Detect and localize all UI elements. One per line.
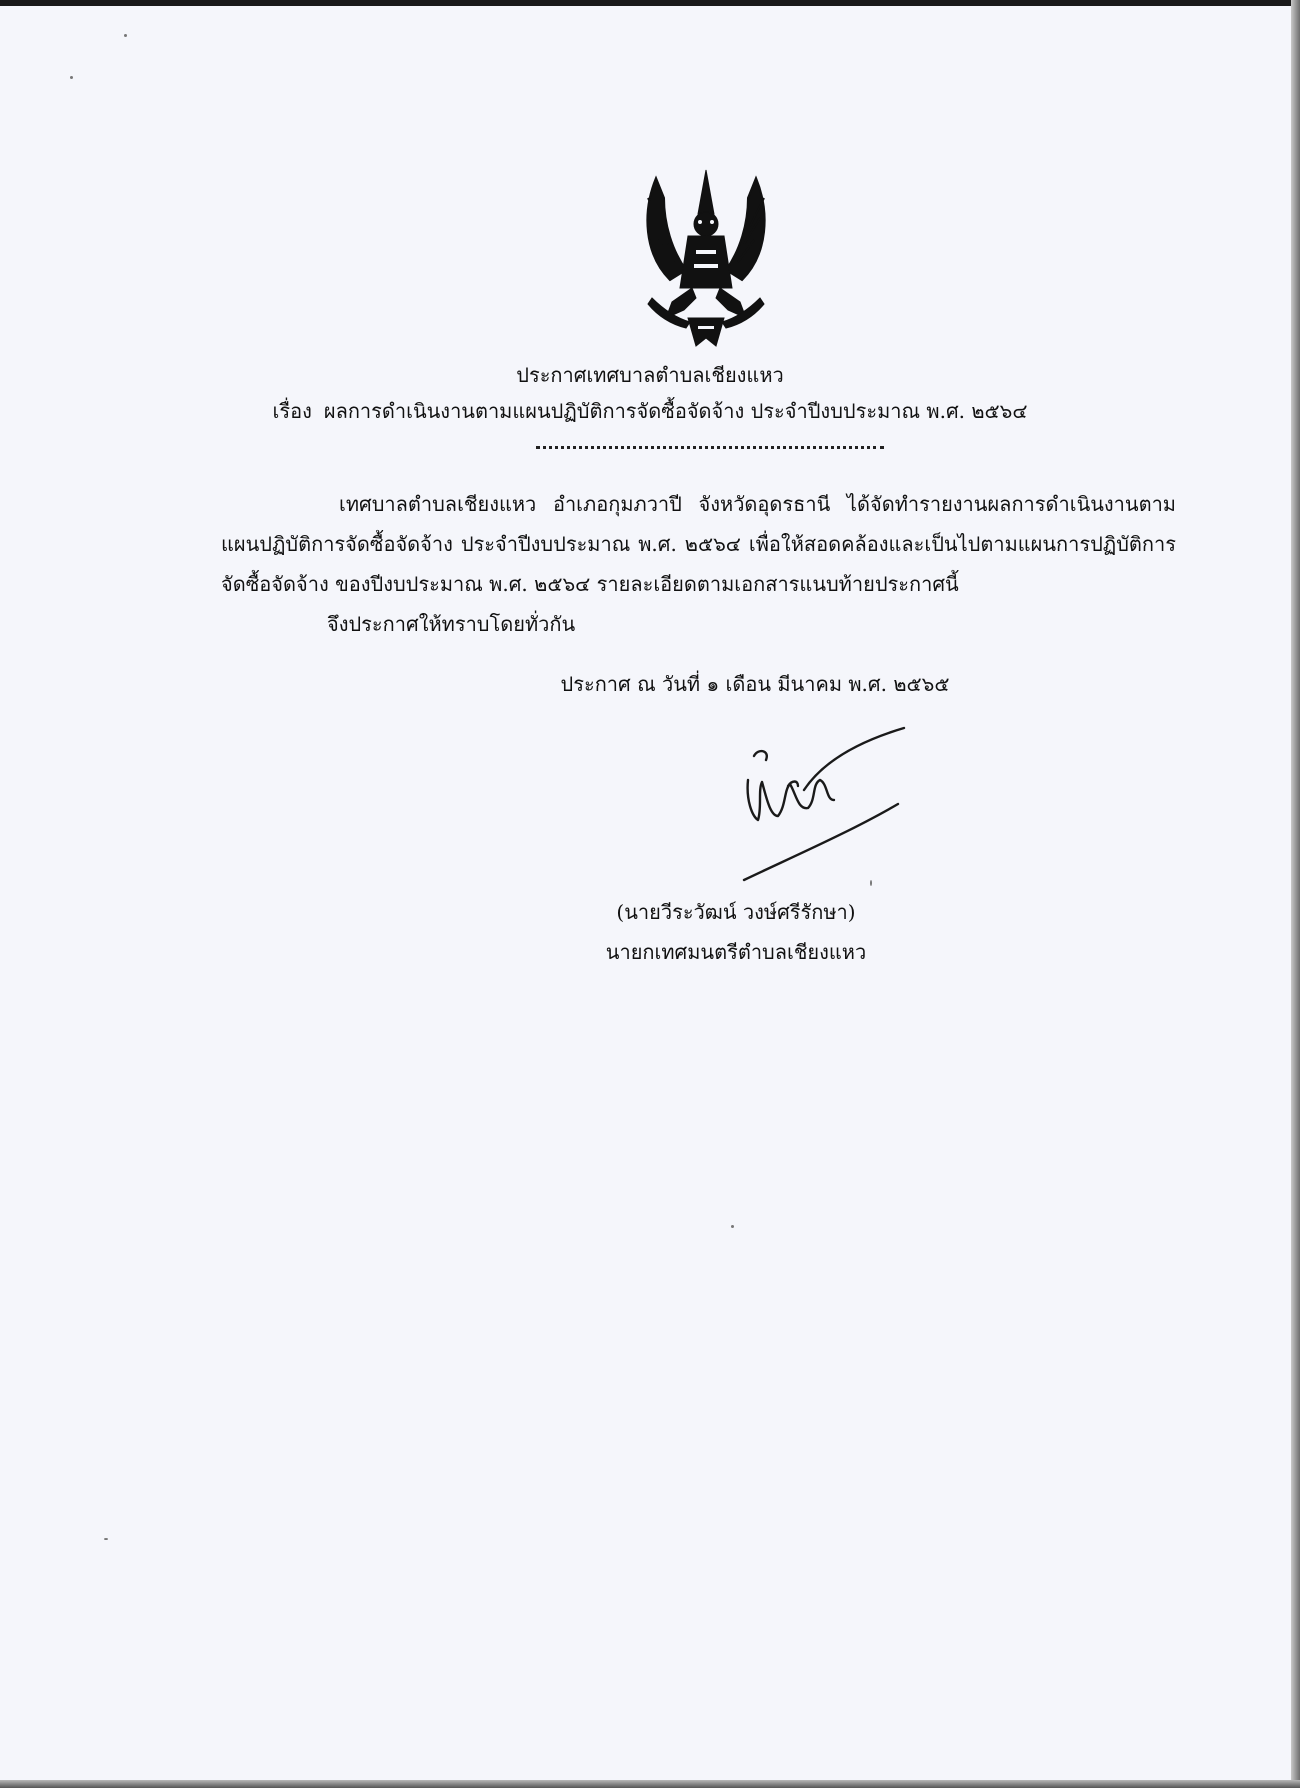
scan-speck [104, 1538, 108, 1540]
title-divider [536, 446, 884, 449]
scan-speck [124, 34, 127, 37]
announcement-title: ประกาศเทศบาลตำบลเชียงแหว [516, 363, 784, 387]
signer-name: (นายวีระวัฒน์ วงษ์ศรีรักษา) [616, 900, 856, 924]
subject-label: เรื่อง [272, 399, 312, 423]
signer-position: นายกเทศมนตรีตำบลเชียงแหว [605, 940, 867, 964]
closing-statement: จึงประกาศให้ทราบโดยทั่วกัน [327, 612, 576, 636]
announcement-date: ประกาศ ณ วันที่ ๑ เดือน มีนาคม พ.ศ. ๒๕๖๕ [560, 672, 950, 696]
scan-speck [731, 1225, 734, 1228]
scan-edge-top [0, 0, 1300, 6]
scan-edge-right [1291, 0, 1300, 1788]
announcement-subject [0, 396, 1300, 426]
handwritten-signature [700, 720, 920, 900]
subject-text: ผลการดำเนินงานตามแผนปฏิบัติการจัดซื้อจัดจ้าง ประจำปีงบประมาณ พ.ศ. ๒๕๖๔ [323, 399, 1028, 423]
scan-edge-bottom [0, 1780, 1300, 1788]
scan-speck [70, 76, 73, 79]
announcement-body: เทศบาลตำบลเชียงแหว อำเภอกุมภวาปี จังหวัดอุดรธานี ได้จัดทำรายงานผลการดำเนินงานตามแผนปฏิบัติการจัดซื้อจัดจ้าง ประจำปีงบประมาณ พ.ศ. ๒๕๖๔ เพื่อให้สอดคล้องและเป็นไปตามแผนการปฏิบัติการจัดซื้อจัดจ้าง ของปีงบประมาณ พ.ศ. ๒๕๖๔ รายละเอียดตามเอกสารแนบท้ายประกาศนี้ [221, 492, 1176, 596]
garuda-emblem-icon [636, 168, 776, 350]
